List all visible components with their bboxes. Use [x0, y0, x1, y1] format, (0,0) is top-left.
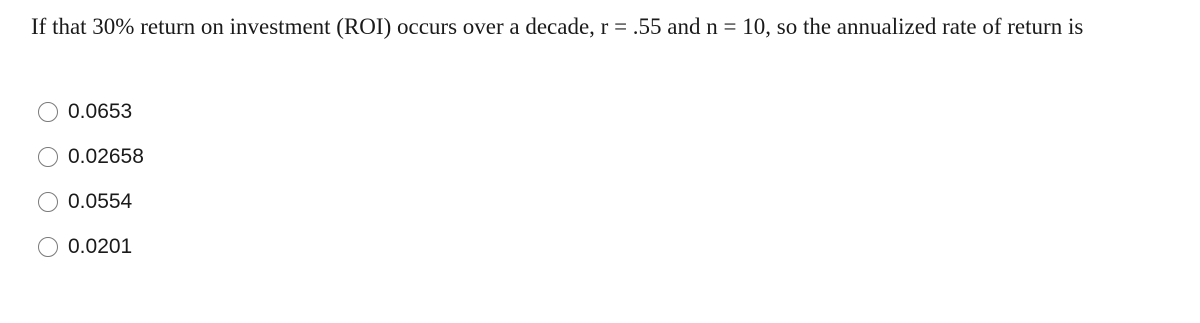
- radio-button-4[interactable]: [38, 237, 58, 257]
- answer-options: [38, 89, 144, 269]
- answer-option-4[interactable]: [38, 224, 144, 269]
- answer-option-3-label[interactable]: 0.0554: [68, 189, 133, 213]
- radio-button-2[interactable]: [38, 147, 58, 167]
- radio-button-3[interactable]: [38, 192, 58, 212]
- radio-button-1[interactable]: [38, 102, 58, 122]
- answer-option-1[interactable]: [38, 89, 144, 134]
- answer-option-2[interactable]: [38, 134, 144, 179]
- question-text: If that 30% return on investment (ROI) occurs over a decade, r = .55 and n = 10, so the annualized rate of return is: [31, 14, 1084, 39]
- answer-option-4-label[interactable]: 0.0201: [68, 234, 133, 258]
- answer-option-2-label[interactable]: 0.02658: [68, 144, 144, 168]
- answer-option-3[interactable]: [38, 179, 144, 224]
- answer-option-1-label[interactable]: 0.0653: [68, 99, 133, 123]
